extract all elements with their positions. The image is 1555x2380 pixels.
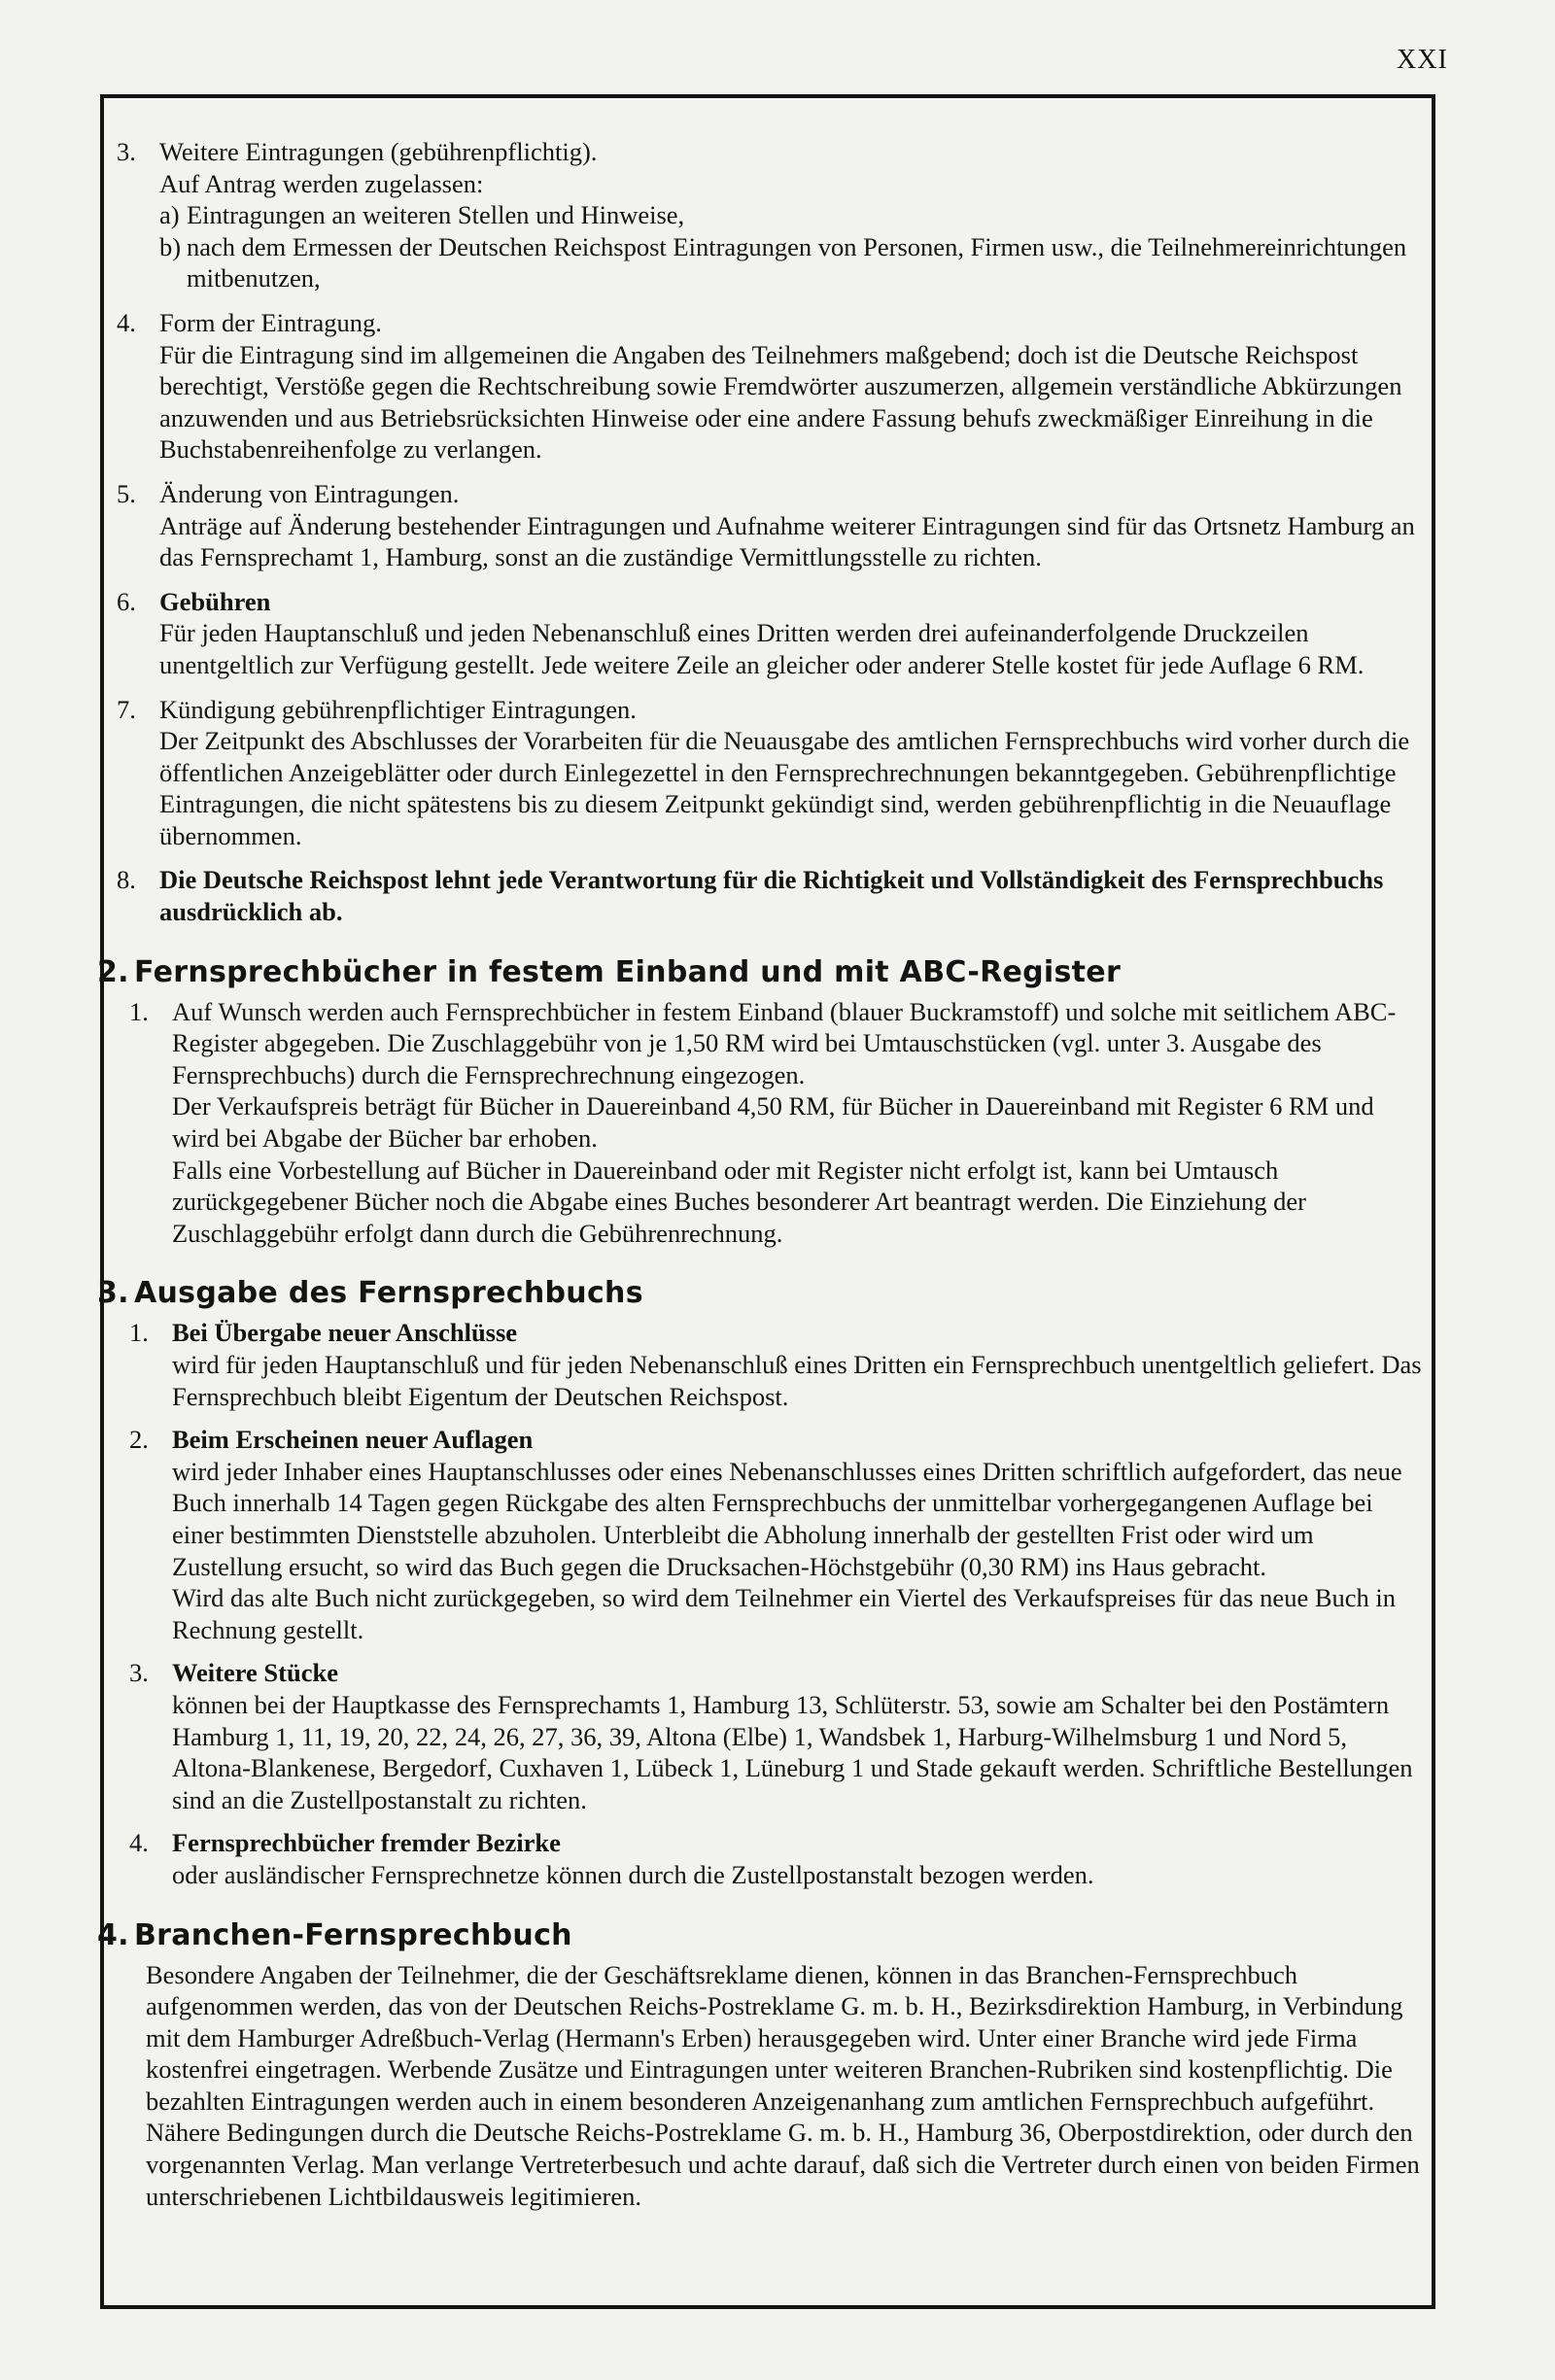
- list-item: [117, 864, 1424, 927]
- item-text: Der Zeitpunkt des Abschlusses der Vorarbeiten für die Neuausgabe des amtlichen Fernsprechbuchs wird vorher durch die öffentlichen Anzeigeblätter oder durch Einlegezettel in den Fernsprechrechnungen bekanntgegeben. Gebührenpflichtige Eintragungen, die nicht spätestens bis zu diesem Zeitpunkt gekündigt sind, werden gebührenpflichtig in die Neuauflage übernommen.: [159, 726, 1410, 850]
- item-number: 4.: [117, 307, 136, 337]
- item-paragraph: wird für jeden Hauptanschluß und für jeden Nebenanschluß eines Dritten ein Fernsprechbuch unentgeltlich geliefert. Das Fernsprechbuch bleibt Eigentum der Deutschen Reichspost.: [172, 1350, 1422, 1411]
- section-title: Ausgabe des Fernsprechbuchs: [134, 1276, 643, 1311]
- item-text: Für jeden Hauptanschluß und jeden Nebenanschluß eines Dritten werden drei aufeinanderfolgende Druckzeilen unentgeltlich zur Verfügung gestellt. Jede weitere Zeile an gleicher oder anderer Stelle kostet für jede Auflage 6 RM.: [159, 618, 1365, 679]
- sub-item-text: nach dem Ermessen der Deutschen Reichspost Eintragungen von Personen, Firmen usw., die Teilnehmereinrichtungen mitbenutzen,: [187, 231, 1407, 293]
- section-paragraph: Besondere Angaben der Teilnehmer, die der Geschäftsreklame dienen, können in das Branchen-Fernsprechbuch aufgenommen werden, das von der Deutschen Reichs-Postreklame G. m. b. H., Bezirksdirektion Hamburg, in Verbindung mit dem Hamburger Adreßbuch-Verlag (Hermann's Erben) herausgegeben wird. Unter einer Branche wird jede Firma kostenfrei eingetragen. Werbende Zusätze und Eintragungen unter weiteren Branchen-Rubriken sind kostenpflichtig. Die bezahlten Eintragungen werden auch in einem besonderen Anzeigenanhang zum amtlichen Fernsprechbuch aufgeführt. Nähere Bedingungen durch die Deutsche Reichs-Postreklame G. m. b. H., Hamburg 36, Oberpostdirektion, oder durch den vorgenannten Verlag. Man verlange Vertreterbesuch und achte darauf, daß sich die Vertreter durch einen von beiden Firmen unterschriebenen Lichtbildausweis legitimieren.: [146, 1959, 1420, 2211]
- item-title: Fernsprechbücher fremder Bezirke: [172, 1828, 561, 1858]
- sub-item-label: a): [159, 200, 180, 230]
- item-text: Die Deutsche Reichspost lehnt jede Verantwortung für die Richtigkeit und Vollständigkeit des Fernsprechbuchs ausdrücklich ab.: [159, 865, 1384, 927]
- item-title: Form der Eintragung.: [159, 307, 382, 337]
- page-number: XXI: [1397, 45, 1448, 75]
- item-number: 5.: [117, 478, 136, 508]
- item-paragraph: wird jeder Inhaber eines Hauptanschlusses oder eines Nebenanschlusses eines Dritten schriftlich aufgefordert, das neue Buch innerhalb 14 Tagen gegen Rückgabe des alten Fernsprechbuchs der unmittelbar vorhergegangenen Auflage bei einer bestimmten Dienststelle abzuholen. Unterbleibt die Abholung innerhalb der gestellten Frist oder wird um Zustellung ersucht, so wird das Buch gegen die Drucksachen-Höchstgebühr (0,30 RM) ins Haus gebracht.: [172, 1456, 1402, 1581]
- sub-item-label: b): [159, 231, 182, 261]
- item-number: 8.: [117, 865, 136, 895]
- section-heading: [97, 1276, 1424, 1311]
- section-title: Fernsprechbücher in festem Einband und mit ABC-Register: [134, 954, 1122, 989]
- list-item: [117, 307, 1424, 466]
- list-item: [129, 1424, 1424, 1645]
- item-number: 1.: [129, 1318, 149, 1348]
- item-paragraph: Auf Wunsch werden auch Fernsprechbücher in festem Einband (blauer Buckramstoff) und solche mit seitlichem ABC-Register abgegeben. Die Zuschlaggebühr von je 1,50 RM wird bei Umtauschstücken (vgl. unter 3. Ausgabe des Fernsprechbuchs) durch die Fernsprechrechnung eingezogen.: [172, 996, 1397, 1089]
- section-heading: [97, 955, 1424, 990]
- list-item: [117, 694, 1424, 852]
- list-item: [129, 1827, 1424, 1890]
- section-heading: [97, 1918, 1424, 1953]
- item-number: 4.: [129, 1828, 149, 1858]
- item-title: Weitere Stücke: [172, 1658, 338, 1688]
- item-number: 6.: [117, 586, 136, 616]
- list-item: [117, 586, 1424, 681]
- item-title: Gebühren: [159, 586, 271, 616]
- item-number: 7.: [117, 694, 136, 724]
- list-item: [129, 996, 1424, 1250]
- sub-item-text: Eintragungen an weiteren Stellen und Hinweise,: [187, 200, 685, 230]
- section-fernsprechbuecher: [117, 996, 1424, 1250]
- item-text: Für die Eintragung sind im allgemeinen die Angaben des Teilnehmers maßgebend; doch ist die Deutsche Reichspost berechtigt, Verstöße gegen die Rechtschreibung sowie Fremdwörter auszumerzen, allgemein verständliche Abkürzungen anzuwenden und aus Betriebsrücksichten Hinweise oder eine andere Fassung behufs zweckmäßiger Einreihung in die Buchstabenreihenfolge zu verlangen.: [159, 339, 1402, 465]
- section-number: 2.: [97, 954, 129, 989]
- item-title: Bei Übergabe neuer Anschlüsse: [172, 1318, 518, 1348]
- item-paragraph: Wird das alte Buch nicht zurückgegeben, so wird dem Teilnehmer ein Viertel des Verkaufspreises für das neue Buch in Rechnung gestellt.: [172, 1583, 1397, 1644]
- item-number: 2.: [129, 1425, 149, 1455]
- item-title: Beim Erscheinen neuer Auflagen: [172, 1425, 534, 1455]
- list-item: [129, 1657, 1424, 1815]
- item-title: Weitere Eintragungen (gebührenpflichtig).: [159, 137, 598, 166]
- item-title: Änderung von Eintragungen.: [159, 478, 460, 508]
- section-number: 4.: [97, 1917, 129, 1952]
- section-title: Branchen-Fernsprechbuch: [134, 1917, 572, 1952]
- list-item: [117, 478, 1424, 573]
- item-paragraph: Falls eine Vorbestellung auf Bücher in Dauereinband oder mit Register nicht erfolgt ist, kann bei Umtausch zurückgegebener Bücher noch die Abgabe eines Buches besonderer Art beantragt werden. Die Einziehung der Zuschlaggebühr erfolgt dann durch die Gebührenrechnung.: [172, 1155, 1307, 1248]
- item-number: 3.: [117, 137, 136, 166]
- section-number: 3.: [97, 1276, 129, 1311]
- item-text: Anträge auf Änderung bestehender Eintragungen und Aufnahme weiterer Eintragungen sind für das Ortsnetz Hamburg an das Fernsprechamt 1, Hamburg, sonst an die zuständige Vermittlungsstelle zu richten.: [159, 510, 1415, 572]
- item-paragraph: können bei der Hauptkasse des Fernsprechamts 1, Hamburg 13, Schlüterstr. 53, sowie am Schalter bei den Postämtern Hamburg 1, 11, 19, 20, 22, 24, 26, 27, 36, 39, Altona (Elbe) 1, Wandsbek 1, Harburg-Wilhelmsburg 1 und Nord 5, Altona-Blankenese, Bergedorf, Cuxhaven 1, Lübeck 1, Lüneburg 1 und Stade gekauft werden. Schriftliche Bestellungen sind an die Zustellpostanstalt zu richten.: [172, 1689, 1413, 1814]
- item-paragraph: Der Verkaufspreis beträgt für Bücher in Dauereinband 4,50 RM, für Bücher in Dauereinband mit Register 6 RM und wird bei Abgabe der Bücher bar erhoben.: [172, 1091, 1374, 1154]
- section-eintragungen: [117, 136, 1424, 928]
- page-content: [97, 136, 1424, 2212]
- sub-item: [159, 199, 1424, 231]
- item-number: 3.: [129, 1658, 149, 1688]
- item-paragraph: oder ausländischer Fernsprechnetze können durch die Zustellpostanstalt bezogen werden.: [172, 1859, 1094, 1889]
- list-item: [117, 136, 1424, 294]
- item-intro: Auf Antrag werden zugelassen:: [159, 168, 484, 198]
- item-number: 1.: [129, 996, 149, 1026]
- section-branchen: [117, 1959, 1424, 2213]
- item-title: Kündigung gebührenpflichtiger Eintragungen.: [159, 694, 637, 724]
- sub-item: [159, 231, 1424, 294]
- section-ausgabe: [117, 1317, 1424, 1890]
- list-item: [129, 1317, 1424, 1412]
